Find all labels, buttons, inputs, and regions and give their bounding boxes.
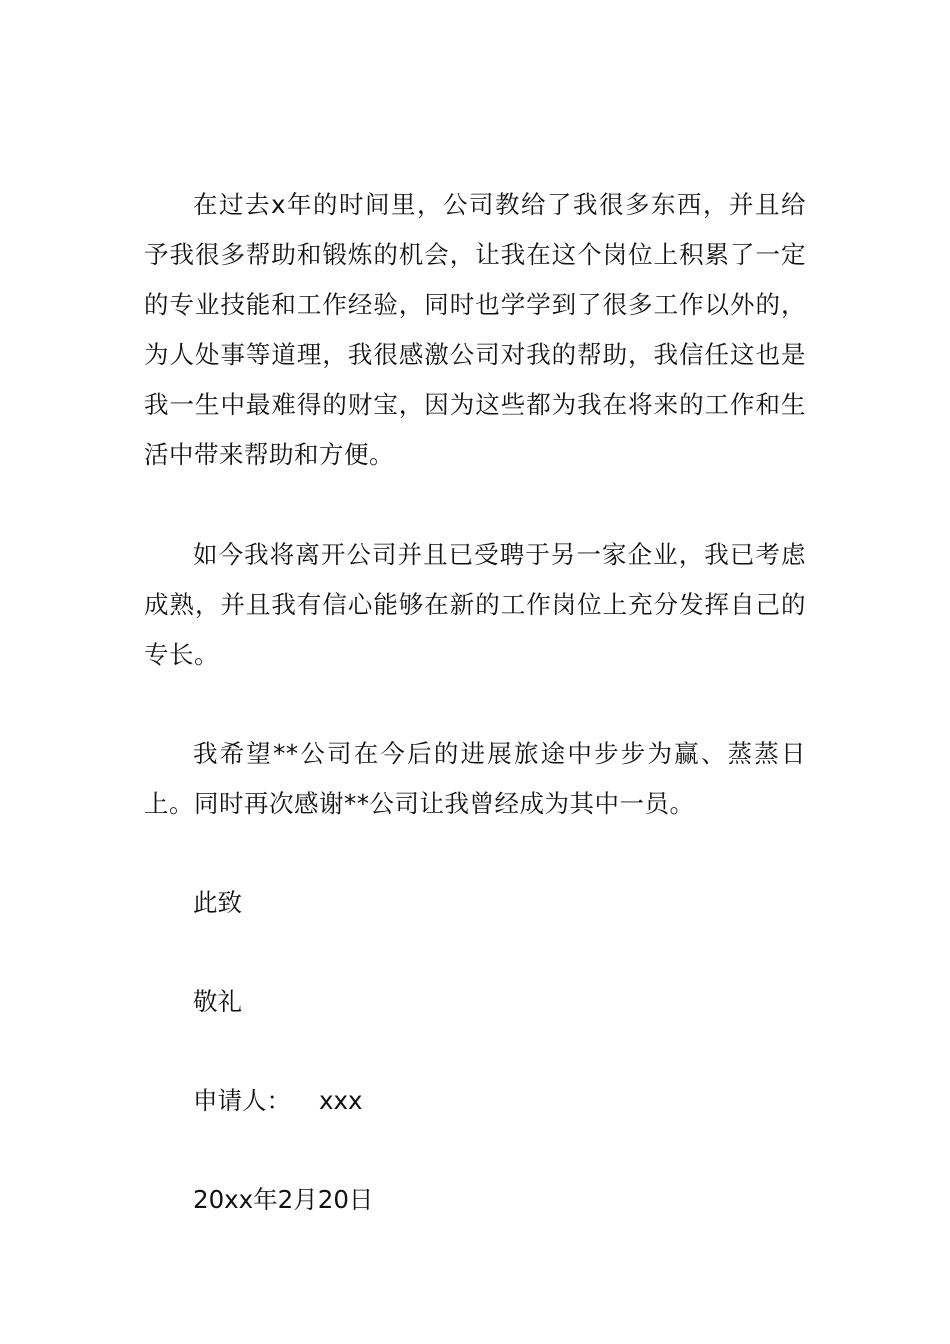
letter-page bbox=[144, 180, 806, 1274]
letter-paragraph-2: 如今我将离开公司并且已受聘于另一家企业，我已考虑成熟，并且我有信心能够在新的工作岗位上充分发挥自己的专长。 bbox=[144, 540, 806, 669]
letter-date: 20xx年2月20日 bbox=[193, 1185, 374, 1214]
applicant-signature bbox=[144, 1076, 806, 1126]
applicant-label: 申请人： bbox=[193, 1086, 291, 1115]
letter-paragraph-1: 在过去x年的时间里，公司教给了我很多东西，并且给予我很多帮助和锻炼的机会，让我在这个岗位上积累了一定的专业技能和工作经验，同时也学学到了很多工作以外的，为人处事等道理，我很感激公司对我的帮助，我信任这也是我一生中最难得的财宝，因为这些都为我在将来的工作和生活中带来帮助和方便。 bbox=[144, 190, 806, 469]
applicant-name: xxx bbox=[319, 1086, 363, 1115]
letter-paragraph-3: 我希望**公司在今后的进展旅途中步步为赢、蒸蒸日上。同时再次感谢**公司让我曾经成为其中一员。 bbox=[144, 739, 806, 818]
closing-salutation: 此致 bbox=[193, 888, 242, 917]
closing-regards: 敬礼 bbox=[193, 987, 242, 1016]
